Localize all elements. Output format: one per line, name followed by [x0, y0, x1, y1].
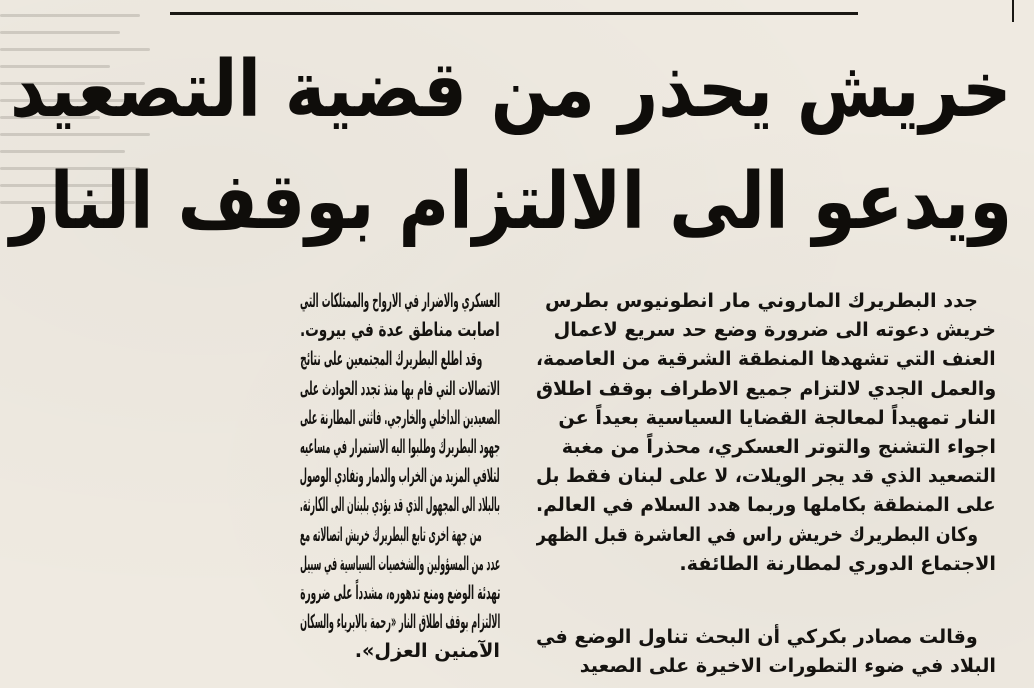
- text-line: الالتزام بوقف اطلاق النار «رحمة بالابرياء والسكان: [300, 610, 500, 634]
- text-line: التصعيد الذي قد يجر الويلات، لا على لبنان فقط بل: [536, 464, 996, 488]
- top-rule: [170, 12, 858, 15]
- text-line: جهود البطريرك وطلبوا اليه الاستمرار في مساعيه: [300, 434, 500, 458]
- text-line: على المنطقة بكاملها وربما هدد السلام في العالم.: [536, 493, 996, 517]
- text-line: لتلافي المزيد من الخراب والدمار وتفادي الوصول: [300, 464, 500, 488]
- text-line: وقالت مصادر بكركي أن البحث تناول الوضع في: [536, 625, 978, 648]
- article-column-right-continued: [536, 622, 996, 680]
- text-line: العنف التي تشهدها المنطقة الشرقية من العاصمة،: [536, 347, 996, 371]
- right-rule: [1012, 0, 1014, 22]
- text-line: العسكري والاضرار في الارواح والممتلكات التي: [300, 289, 500, 312]
- text-line: النار تمهيداً لمعالجة القضايا السياسية بعيداً عن: [558, 405, 996, 429]
- text-line: عدد من المسؤولين والشخصيات السياسية في سبيل: [300, 551, 500, 575]
- headline-line-2: ويدعو الى الالتزام بوقف النار: [9, 157, 1012, 247]
- text-line: الاتصالات التي قام بها منذ تجدد الحوادث على: [300, 376, 500, 400]
- text-line: وكان البطريرك خريش راس في العاشرة قبل الظهر: [536, 522, 978, 546]
- text-line: والعمل الجدي لالتزام جميع الاطراف بوقف اطلاق: [536, 376, 996, 400]
- text-line: البلاد في ضوء التطورات الاخيرة على الصعيد: [579, 654, 996, 678]
- article-column-right: [536, 286, 996, 578]
- text-line: وقد اطلع البطريرك المجتمعين على نتائج: [300, 347, 482, 371]
- text-line: الصعيدين الداخلي والخارجي. فاثنى المطارنة على: [300, 405, 500, 429]
- text-line: خريش دعوته الى ضرورة وضع حد سريع لاعمال: [553, 318, 996, 342]
- text-line: جدد البطريرك الماروني مار انطونيوس بطرس: [544, 289, 978, 312]
- text-line: تهدئة الوضع ومنع تدهوره، مشدداً على ضرورة: [300, 580, 500, 604]
- text-line: من جهة اخرى تابع البطريرك خريش اتصالاته مع: [300, 522, 482, 546]
- text-line: الاجتماع الدوري لمطارنة الطائفة.: [679, 551, 996, 575]
- headline-line-1: خريش يحذر من قضية التصعيد: [10, 45, 1012, 135]
- text-line: اجواء التشنج والتوتر العسكري، محذراً من مغبة: [561, 434, 996, 458]
- text-line: بالبلاد الى المجهول الذي قد يؤدي بلبنان الى الكارثة.: [300, 493, 500, 517]
- text-line: اصابت مناطق عدة في بيروت.: [300, 318, 500, 342]
- article-column-left: [300, 286, 500, 665]
- text-line: الآمنين العزل».: [354, 639, 500, 663]
